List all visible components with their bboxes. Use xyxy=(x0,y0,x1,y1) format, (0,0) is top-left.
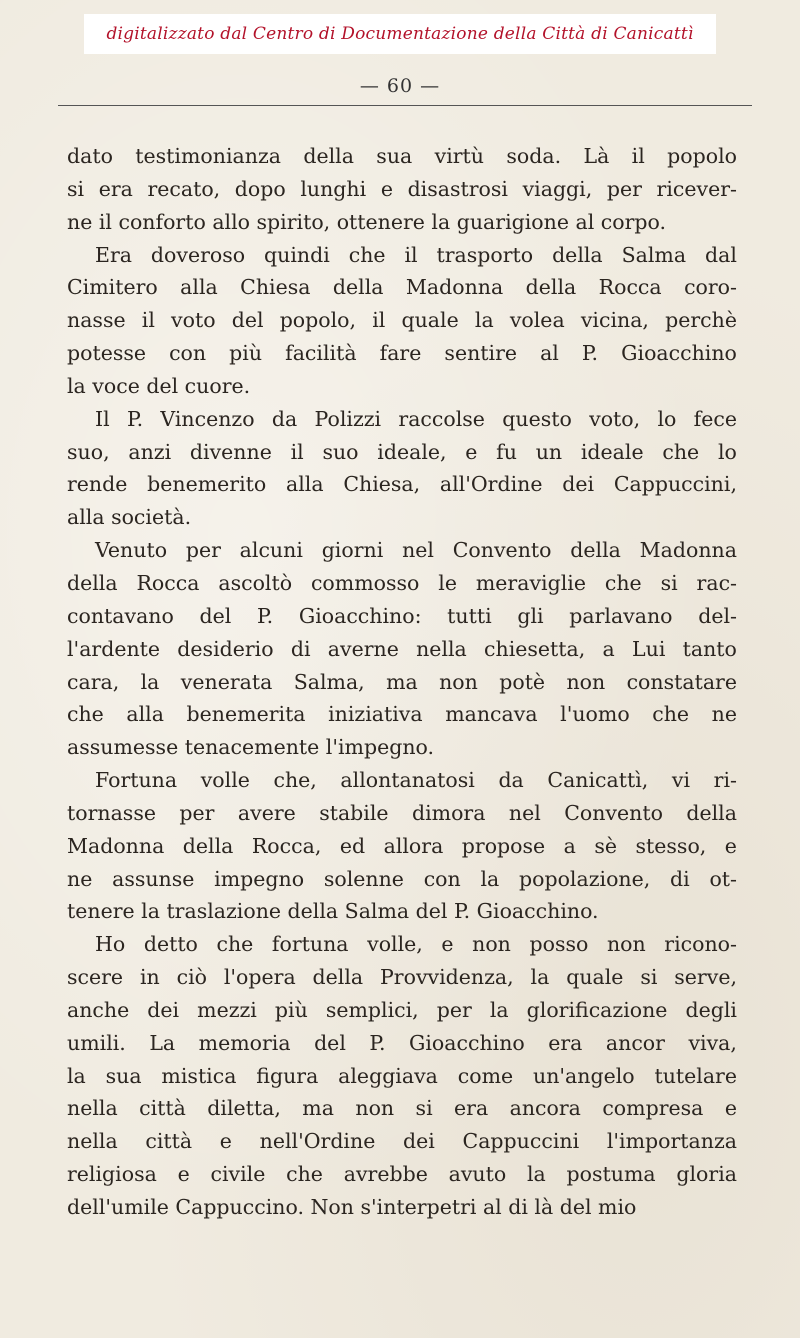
text-line: suo, anzi divenne il suo ideale, e fu un ideale che lo xyxy=(67,439,737,464)
paragraph xyxy=(67,928,737,1224)
text-line: umili. La memoria del P. Gioacchino era ancor viva, xyxy=(67,1030,737,1055)
text-line: rende benemerito alla Chiesa, all'Ordine dei Cappuccini, xyxy=(67,472,737,497)
text-line: anche dei mezzi più semplici, per la glorificazione degli xyxy=(67,997,737,1022)
text-line: dell'umile Cappuccino. Non s'interpetri al di là del mio xyxy=(67,1195,637,1219)
text-line: dato testimonianza della sua virtù soda. Là il popolo xyxy=(67,144,737,168)
text-line: ne assunse impegno solenne con la popolazione, di ot- xyxy=(67,866,737,891)
text-line: religiosa e civile che avrebbe avuto la postuma gloria xyxy=(67,1162,737,1187)
text-line: alla società. xyxy=(67,505,192,530)
digitization-watermark xyxy=(84,14,716,54)
text-line: nella città e nell'Ordine dei Cappuccini l'importanza xyxy=(67,1129,737,1154)
paragraph xyxy=(67,534,737,764)
text-line: tornasse per avere stabile dimora nel Convento della xyxy=(67,800,737,825)
text-line: della Rocca ascoltò commosso le meraviglie che si rac- xyxy=(67,570,737,595)
text-line: assumesse tenacemente l'impegno. xyxy=(67,735,435,760)
watermark-text: digitalizzato dal Centro di Documentazione della Città di Canicattì xyxy=(106,24,694,44)
text-line: cara, la venerata Salma, ma non potè non constatare xyxy=(67,669,737,694)
text-line: nella città diletta, ma non si era ancora compresa e xyxy=(67,1096,737,1121)
text-line: Il P. Vincenzo da Polizzi raccolse questo voto, lo fece xyxy=(95,406,737,431)
paragraph xyxy=(67,403,737,534)
text-line: contavano del P. Gioacchino: tutti gli parlavano del- xyxy=(67,603,737,628)
text-line: si era recato, dopo lunghi e disastrosi viaggi, per ricever- xyxy=(67,176,737,201)
text-line: potesse con più facilità fare sentire al P. Gioacchino xyxy=(67,341,737,366)
text-line: tenere la traslazione della Salma del P. Gioacchino. xyxy=(67,899,599,924)
paragraph xyxy=(67,239,737,403)
text-line: scere in ciò l'opera della Provvidenza, la quale si serve, xyxy=(67,965,737,990)
text-line: Cimitero alla Chiesa della Madonna della Rocca coro- xyxy=(67,275,737,300)
body-text xyxy=(67,140,737,1224)
paragraph xyxy=(67,764,737,928)
text-line: ne il conforto allo spirito, ottenere la guarigione al corpo. xyxy=(67,209,667,234)
text-line: Fortuna volle che, allontanatosi da Canicattì, vi ri- xyxy=(95,768,737,793)
text-line: l'ardente desiderio di averne nella chiesetta, a Lui tanto xyxy=(67,636,737,661)
text-line: Venuto per alcuni giorni nel Convento della Madonna xyxy=(95,538,737,563)
text-line: che alla benemerita iniziativa mancava l'uomo che ne xyxy=(67,702,737,727)
text-line: la sua mistica figura aleggiava come un'angelo tutelare xyxy=(67,1063,737,1088)
text-line: Era doveroso quindi che il trasporto della Salma dal xyxy=(95,242,737,267)
paragraph xyxy=(67,140,737,239)
text-line: Ho detto che fortuna volle, e non posso non ricono- xyxy=(95,932,737,957)
page-number: — 60 — xyxy=(359,75,441,97)
header-rule xyxy=(58,105,752,106)
text-line: la voce del cuore. xyxy=(67,373,251,398)
text-line: Madonna della Rocca, ed allora propose a sè stesso, e xyxy=(67,833,737,858)
text-line: nasse il voto del popolo, il quale la volea vicina, perchè xyxy=(67,308,737,333)
